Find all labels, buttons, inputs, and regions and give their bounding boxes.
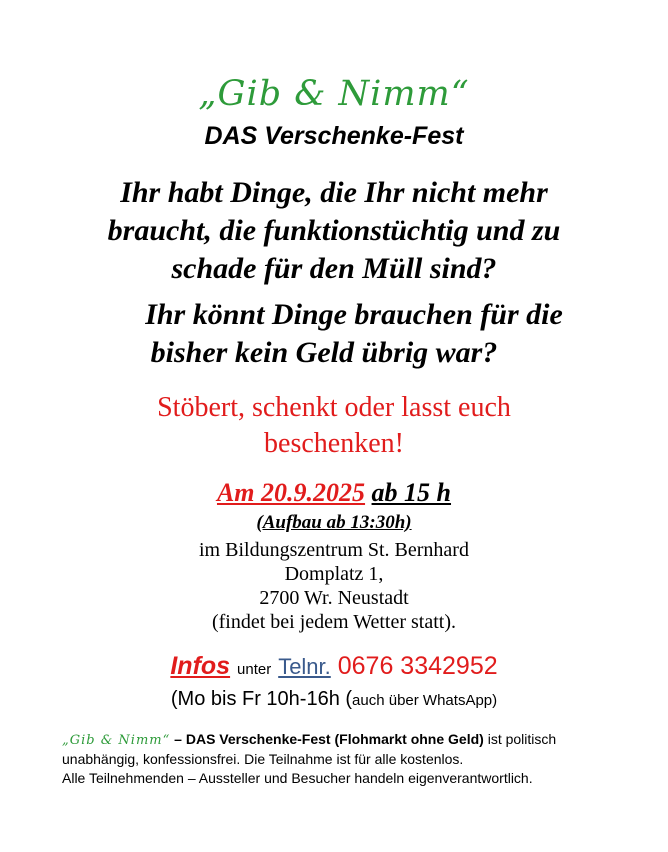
contact-hours bbox=[0, 688, 668, 711]
infos-under: unter bbox=[237, 661, 272, 678]
event-setup-time: (Aufbau ab 13:30h) bbox=[256, 512, 412, 533]
event-date: Am 20.9.2025 bbox=[216, 478, 366, 507]
footer-brand: „Gib & Nimm“ bbox=[62, 733, 171, 748]
question-1-line-3: schade für den Müll sind? bbox=[171, 252, 497, 285]
question-2 bbox=[0, 296, 668, 372]
event-date-time bbox=[0, 478, 668, 508]
footer-dash: – bbox=[170, 731, 186, 747]
phone-number[interactable]: 0676 3342952 bbox=[337, 652, 498, 680]
question-1 bbox=[0, 174, 668, 288]
footer-note bbox=[62, 730, 622, 788]
question-1-line-1: Ihr habt Dinge, die Ihr nicht mehr bbox=[120, 176, 548, 209]
event-address bbox=[0, 538, 668, 634]
hours-text: (Mo bis Fr 10h-16h ( bbox=[170, 688, 353, 710]
event-subtitle: DAS Verschenke-Fest bbox=[204, 122, 464, 150]
question-2-line-2: bisher kein Geld übrig war? bbox=[150, 336, 498, 369]
phone-link[interactable]: Telnr. bbox=[278, 654, 331, 679]
event-title: „Gib & Nimm“ bbox=[198, 74, 470, 114]
call-to-action-line-2: beschenken! bbox=[264, 428, 404, 459]
question-2-line-1: Ihr könnt Dinge brauchen für die bbox=[145, 298, 563, 331]
event-time: ab 15 h bbox=[371, 478, 452, 507]
event-city: 2700 Wr. Neustadt bbox=[259, 587, 409, 609]
whatsapp-note: auch über WhatsApp) bbox=[352, 692, 498, 709]
footer-text-1: ist politisch unabhängig, konfessionsfrei. Die Teilnahme ist für alle kostenlos. bbox=[62, 731, 557, 767]
footer-text-2: Alle Teilnehmenden – Aussteller und Besucher handeln eigenverantwortlich. bbox=[62, 770, 533, 786]
call-to-action-line-1: Stöbert, schenkt oder lasst euch bbox=[157, 392, 511, 423]
infos-label: Infos bbox=[170, 652, 231, 680]
call-to-action bbox=[0, 390, 668, 462]
contact-info bbox=[0, 652, 668, 681]
event-street: Domplatz 1, bbox=[284, 563, 384, 585]
event-weather-note: (findet bei jedem Wetter statt). bbox=[211, 611, 457, 633]
footer-event-name: DAS Verschenke-Fest (Flohmarkt ohne Geld) bbox=[185, 731, 484, 747]
question-1-line-2: braucht, die funktionstüchtig und zu bbox=[107, 214, 561, 247]
event-venue: im Bildungszentrum St. Bernhard bbox=[199, 539, 469, 561]
